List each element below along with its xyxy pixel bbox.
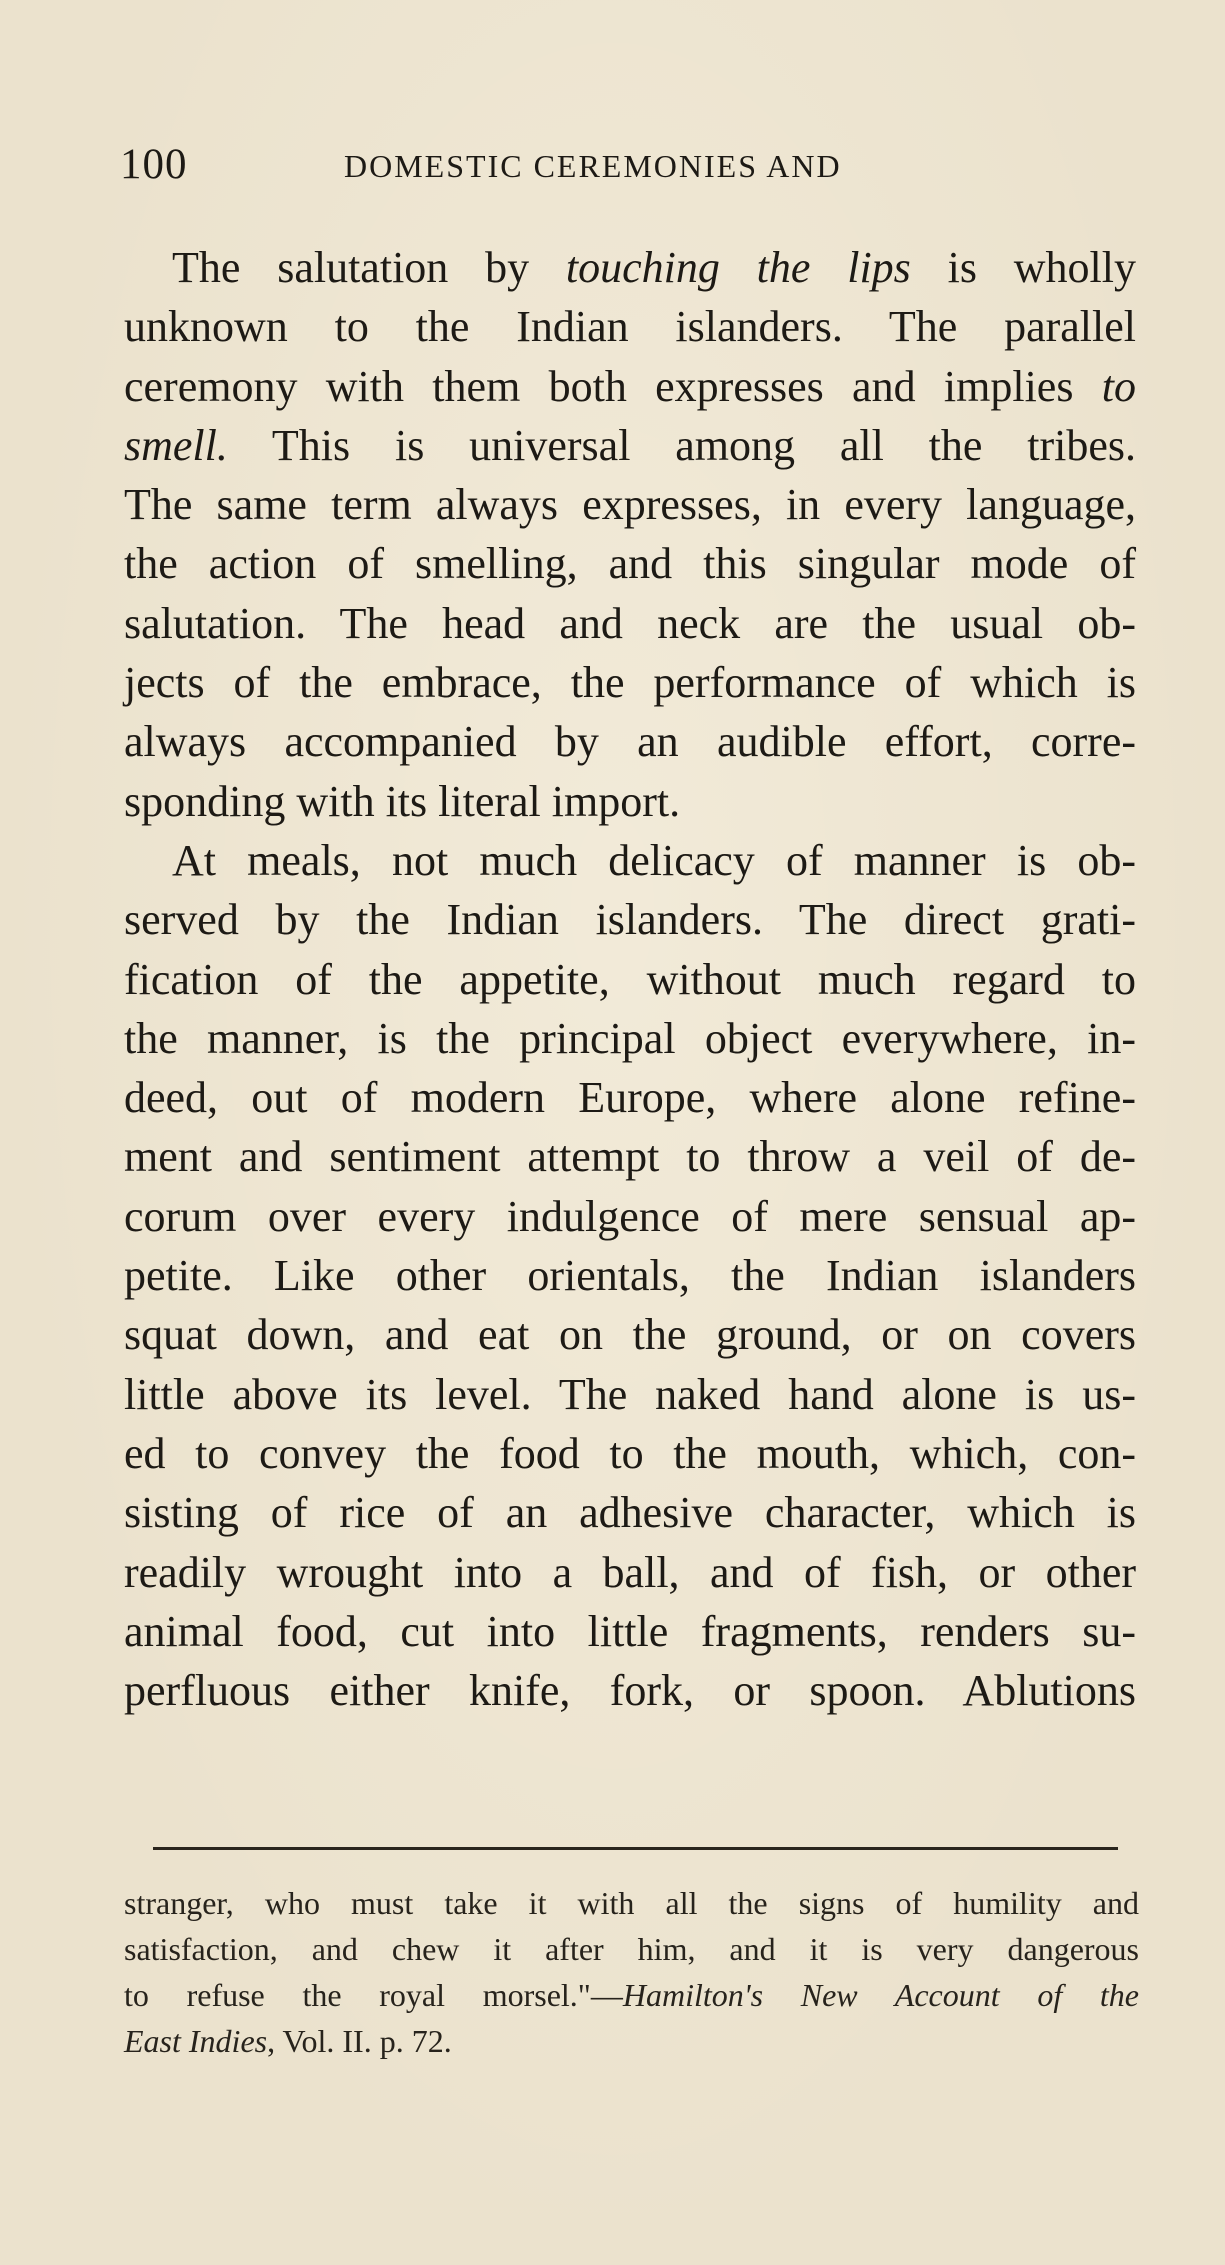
- footnote-divider: [153, 1847, 1118, 1850]
- body-line-18: petite. Like other orientals, the Indian islanders: [124, 1251, 1136, 1301]
- italic-phrase: to: [1101, 361, 1136, 411]
- body-line-17: corum over every indulgence of mere sensual ap-: [124, 1191, 1136, 1241]
- body-text: [124, 238, 1136, 1720]
- body-line-13: fication of the appetite, without much regard to: [124, 954, 1136, 1004]
- body-line-8: jects of the embrace, the performance of which is: [124, 658, 1136, 708]
- body-line-23: readily wrought into a ball, and of fish, or other: [124, 1547, 1136, 1597]
- body-line-9: always accompanied by an audible effort, corre-: [124, 717, 1136, 767]
- body-line-24: animal food, cut into little fragments, renders su-: [124, 1606, 1136, 1656]
- body-line-21: ed to convey the food to the mouth, which, con-: [124, 1428, 1136, 1478]
- body-line-6: the action of smelling, and this singular mode of: [124, 539, 1136, 589]
- footnote-line-3: to refuse the royal morsel."—Hamilton's New Account of the: [124, 1977, 1140, 2013]
- footnote-line-1: stranger, who must take it with all the signs of humility and: [124, 1885, 1139, 1921]
- running-title: DOMESTIC CEREMONIES AND: [344, 148, 842, 184]
- body-line-20: little above its level. The naked hand alone is us-: [124, 1369, 1136, 1419]
- body-line-22: sisting of rice of an adhesive character, which is: [124, 1488, 1136, 1538]
- body-line-12: served by the Indian islanders. The direct grati-: [124, 895, 1136, 945]
- body-line-25: perfluous either knife, fork, or spoon. Ablutions: [124, 1666, 1136, 1716]
- page-number: 100: [120, 141, 188, 188]
- page-header: [120, 140, 1140, 190]
- body-line-5: The same term always expresses, in every language,: [124, 480, 1136, 530]
- body-line-19: squat down, and eat on the ground, or on covers: [124, 1310, 1136, 1360]
- body-line-14: the manner, is the principal object everywhere, in-: [124, 1013, 1136, 1063]
- footnote-line-4: East Indies, Vol. II. p. 72.: [124, 2023, 452, 2059]
- footnote-line-2: satisfaction, and chew it after him, and it is very dangerous: [124, 1931, 1139, 1967]
- footnote: [124, 1880, 1139, 2064]
- italic-phrase: smell.: [124, 420, 228, 470]
- body-line-2: unknown to the Indian islanders. The parallel: [124, 302, 1136, 352]
- citation-title: Hamilton's New Account of the: [622, 1977, 1140, 2013]
- body-line-10: sponding with its literal import.: [124, 776, 681, 826]
- body-line-15: deed, out of modern Europe, where alone refine-: [124, 1073, 1136, 1123]
- body-line-1: The salutation by touching the lips is wholly: [172, 243, 1136, 292]
- body-line-3: ceremony with them both expresses and implies to: [124, 361, 1136, 411]
- body-line-4: smell. This is universal among all the tribes.: [124, 420, 1136, 470]
- italic-phrase: touching the lips: [565, 243, 911, 292]
- body-line-11: At meals, not much delicacy of manner is ob-: [172, 835, 1136, 885]
- body-line-7: salutation. The head and neck are the usual ob-: [124, 598, 1136, 648]
- body-line-16: ment and sentiment attempt to throw a veil of de-: [124, 1132, 1136, 1182]
- citation-title: East Indies: [124, 2023, 268, 2059]
